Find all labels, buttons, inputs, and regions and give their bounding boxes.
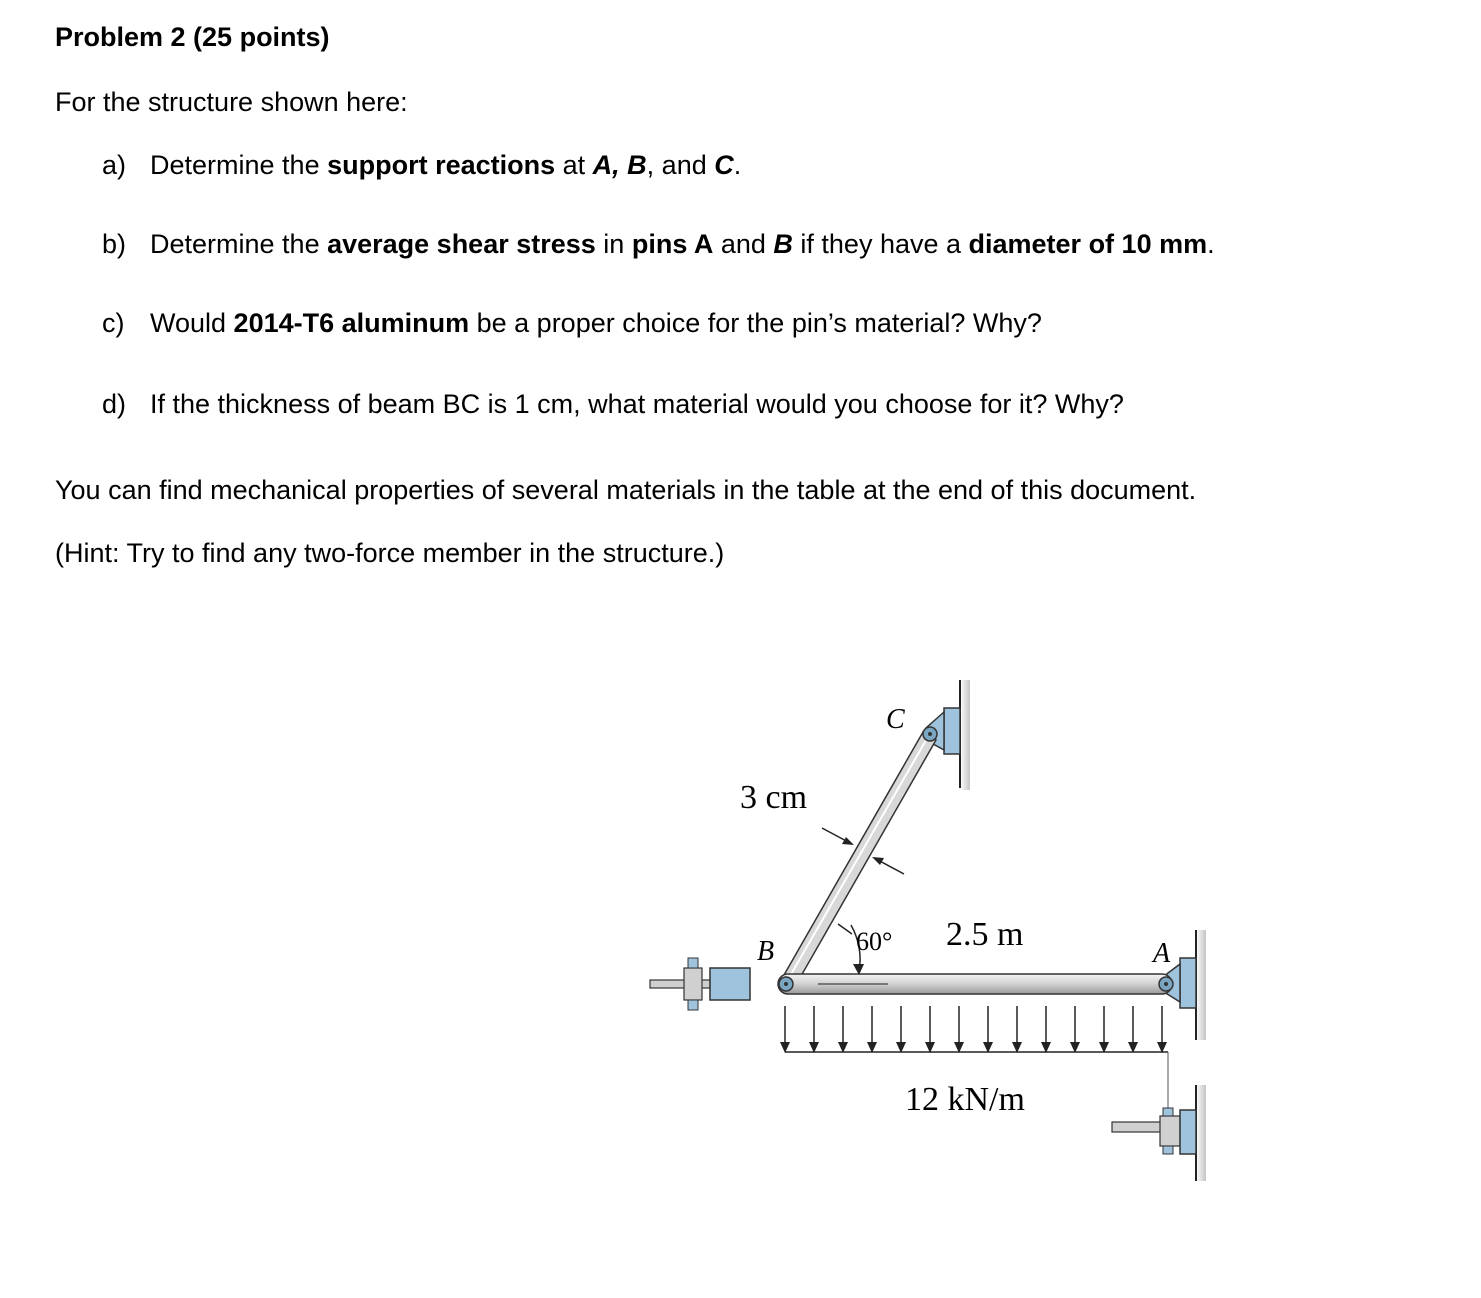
question-b-text-3: and	[713, 229, 774, 259]
load-arrow	[1012, 1006, 1022, 1053]
label-load: 12 kN/m	[905, 1081, 1025, 1118]
slider-bolt-bottom	[688, 1000, 698, 1010]
question-b-text-5: .	[1207, 229, 1215, 259]
question-b-text-4: if they have a	[792, 229, 969, 259]
question-a-text-4: .	[733, 150, 742, 180]
slider-collar	[684, 968, 702, 1000]
question-d-label: d)	[102, 389, 127, 419]
load-arrow	[1070, 1006, 1080, 1053]
question-c-bold-1: 2014-T6 aluminum	[233, 308, 470, 338]
load-arrow	[809, 1006, 819, 1053]
load-arrow	[1157, 1006, 1167, 1053]
question-b-text-1: Determine the	[150, 229, 328, 259]
pin-b-center	[784, 982, 788, 986]
load-arrow	[954, 1006, 964, 1053]
side-view-clevis	[1160, 1116, 1180, 1146]
question-a-bold-3: C	[714, 150, 734, 180]
question-b-label: b)	[102, 229, 127, 259]
question-a-label: a)	[102, 150, 127, 180]
label-c: C	[886, 704, 905, 735]
label-b: B	[757, 936, 775, 967]
label-length: 2.5 m	[946, 916, 1024, 953]
thickness-arrowhead-2	[872, 857, 884, 865]
side-view-bolt-bottom	[1163, 1146, 1173, 1154]
question-d-text-1: If the thickness of beam BC is 1 cm, what material would you choose for it? Why?	[150, 389, 1124, 419]
side-view-beam	[1112, 1122, 1162, 1132]
support-c-plate	[944, 708, 960, 754]
load-arrow	[838, 1006, 848, 1053]
wall-a-lower	[1196, 1085, 1206, 1181]
question-b-text-2: in	[595, 229, 632, 259]
load-arrow	[1128, 1006, 1138, 1053]
side-view-plate	[1180, 1110, 1196, 1154]
load-arrow	[1041, 1006, 1051, 1053]
load-arrow	[780, 1006, 790, 1053]
question-c-text-2: be a proper choice for the pin’s material? Why?	[469, 308, 1042, 338]
question-c-label: c)	[102, 308, 125, 338]
load-arrow	[1099, 1006, 1109, 1053]
problem-intro: For the structure shown here:	[55, 87, 408, 117]
question-b-bold-2: pins A	[631, 229, 714, 259]
label-a: A	[1153, 938, 1171, 969]
distributed-load	[780, 1006, 1168, 1053]
thickness-arrowhead-1	[842, 837, 854, 845]
question-b-bold-1: average shear stress	[327, 229, 596, 259]
question-c-text-1: Would	[150, 308, 234, 338]
question-a-bold-2: A, B	[592, 150, 647, 180]
question-b-bold-4: diameter of 10 mm	[968, 229, 1208, 259]
question-a-text-2: at	[555, 150, 593, 180]
question-b-bold-3: B	[773, 229, 793, 259]
label-angle: 60°	[856, 927, 893, 956]
hint-note: (Hint: Try to find any two-force member in the structure.)	[55, 538, 725, 568]
question-a-text-3: , and	[646, 150, 715, 180]
load-arrow	[896, 1006, 906, 1053]
load-arrow	[925, 1006, 935, 1053]
pin-c-center	[928, 732, 932, 736]
load-arrow	[867, 1006, 877, 1053]
slider-bolt-top	[688, 958, 698, 968]
angle-reference	[838, 924, 852, 934]
wall-c	[960, 680, 970, 790]
properties-note: You can find mechanical properties of several materials in the table at the end of this document.	[55, 475, 1197, 505]
thickness-label: 3 cm	[740, 779, 808, 816]
problem-title: Problem 2 (25 points)	[55, 22, 330, 52]
load-arrow	[983, 1006, 993, 1053]
question-a-text-1: Determine the	[150, 150, 328, 180]
pin-a-center	[1164, 982, 1168, 986]
wall-a	[1196, 930, 1206, 1040]
support-a-plate	[1180, 958, 1196, 1008]
question-a-bold-1: support reactions	[327, 150, 556, 180]
side-view-bolt-top	[1163, 1108, 1173, 1116]
slider-block	[710, 968, 750, 1000]
